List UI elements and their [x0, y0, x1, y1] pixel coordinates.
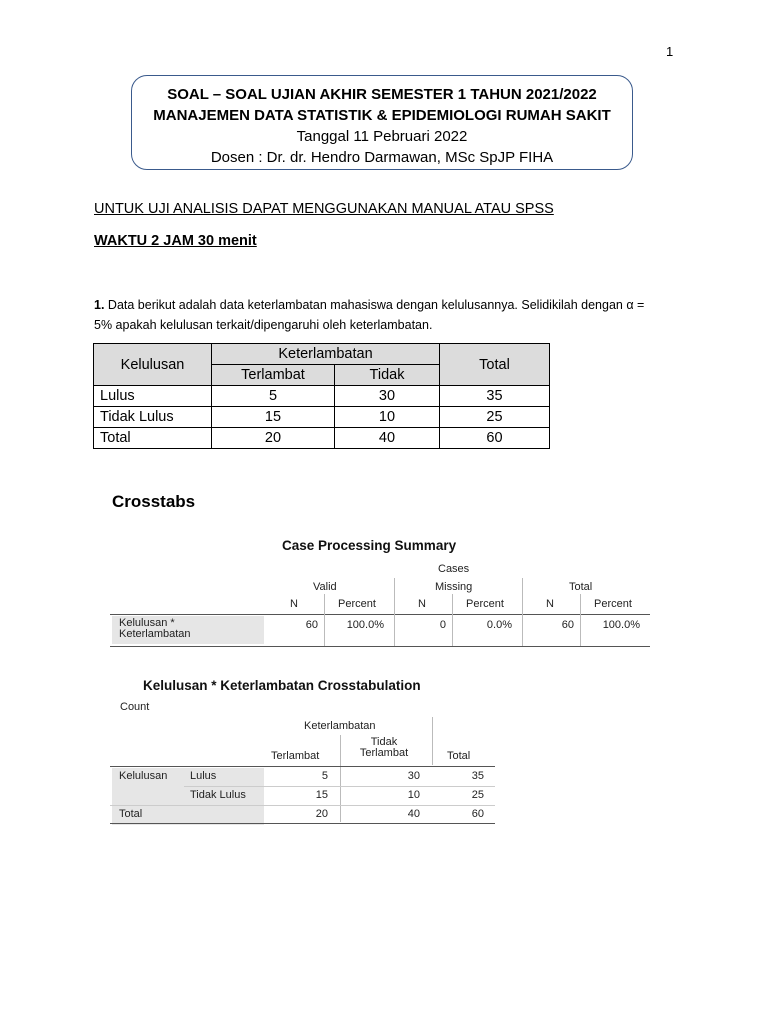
row-label: Total — [119, 808, 143, 820]
question-text: Data berikut adalah data keterlambatan mahasiswa dengan kelulusannya. Selidikilah dengan α = 5% apakah kelulusan terkait/dipengaruhi oleh keterlambatan. — [94, 298, 645, 332]
crosstabs-heading: Crosstabs — [112, 492, 196, 511]
missing-header: Missing — [435, 581, 473, 593]
divider — [452, 594, 453, 646]
cell: 60 — [305, 619, 318, 631]
total-header: Total — [440, 344, 550, 386]
cell: 60 — [440, 428, 550, 449]
table-row — [94, 386, 550, 407]
data-table — [93, 343, 550, 449]
time-limit: WAKTU 2 JAM 30 menit — [94, 233, 257, 249]
total-header: Total — [569, 581, 593, 593]
divider — [110, 805, 495, 806]
cases-header: Cases — [438, 563, 470, 575]
col-label-line: Tidak — [370, 736, 398, 748]
cell: 15 — [315, 789, 328, 801]
divider — [110, 646, 650, 647]
divider — [110, 766, 495, 767]
cell: 30 — [335, 386, 440, 407]
col-tidak-terlambat — [354, 737, 414, 759]
group-header: Keterlambatan — [304, 720, 376, 732]
count-label: Count — [120, 701, 150, 713]
row-label — [119, 618, 191, 640]
row-label-line: Keterlambatan — [119, 628, 191, 640]
valid-header: Valid — [313, 581, 337, 593]
divider — [394, 578, 395, 646]
row-label: Total — [94, 428, 212, 449]
cell: 30 — [407, 770, 420, 782]
cell: 5 — [321, 770, 328, 782]
question-number: 1. — [94, 298, 105, 312]
cell: 60 — [471, 808, 484, 820]
n-header: N — [418, 598, 426, 610]
total-header: Total — [447, 750, 471, 762]
divider — [340, 735, 341, 822]
exam-title: SOAL – SOAL UJIAN AKHIR SEMESTER 1 TAHUN 2021/2022 — [167, 86, 597, 103]
n-header: N — [546, 598, 554, 610]
col-label-line: Terlambat — [359, 747, 409, 759]
cell: 15 — [212, 407, 335, 428]
cell: 20 — [315, 808, 328, 820]
cell: 20 — [212, 428, 335, 449]
cell: 35 — [471, 770, 484, 782]
col-terlambat: Terlambat — [271, 750, 320, 762]
divider — [580, 594, 581, 646]
divider — [324, 594, 325, 646]
group-header: Keterlambatan — [212, 344, 440, 365]
n-header: N — [290, 598, 298, 610]
row-label-line: Kelulusan * — [119, 617, 175, 629]
instruction: UNTUK UJI ANALISIS DAPAT MENGGUNAKAN MANUAL ATAU SPSS — [94, 201, 554, 217]
percent-header: Percent — [594, 598, 632, 610]
table-row — [94, 428, 550, 449]
page-number: 1 — [666, 44, 674, 59]
cell: 100.0% — [346, 619, 384, 631]
cell: 40 — [407, 808, 420, 820]
cell: 40 — [335, 428, 440, 449]
divider — [522, 578, 523, 646]
row-label: Lulus — [94, 386, 212, 407]
cell: 25 — [471, 789, 484, 801]
table-row — [94, 407, 550, 428]
divider — [184, 786, 495, 787]
exam-title-box — [131, 75, 633, 170]
divider — [432, 717, 433, 765]
question-1 — [94, 295, 654, 335]
row-label: Tidak Lulus — [94, 407, 212, 428]
cell: 60 — [561, 619, 574, 631]
lecturer: Dosen : Dr. dr. Hendro Darmawan, MSc SpJP FIHA — [210, 149, 554, 166]
divider — [110, 614, 650, 615]
percent-header: Percent — [466, 598, 504, 610]
cell: 10 — [335, 407, 440, 428]
row-label: Tidak Lulus — [190, 789, 246, 801]
col-tidak: Tidak — [335, 365, 440, 386]
cell: 5 — [212, 386, 335, 407]
cell: 35 — [440, 386, 550, 407]
case-processing-title: Case Processing Summary — [282, 538, 457, 553]
col-terlambat: Terlambat — [212, 365, 335, 386]
row-label: Lulus — [190, 770, 217, 782]
cell: 10 — [407, 789, 420, 801]
cell: 100.0% — [602, 619, 640, 631]
row-group-label: Kelulusan — [119, 770, 168, 782]
cell: 0 — [439, 619, 446, 631]
exam-date: Tanggal 11 Pebruari 2022 — [296, 128, 468, 145]
row-header: Kelulusan — [94, 344, 212, 386]
course-title: MANAJEMEN DATA STATISTIK & EPIDEMIOLOGI RUMAH SAKIT — [153, 107, 611, 124]
divider — [110, 823, 495, 824]
cell: 0.0% — [486, 619, 512, 631]
cell: 25 — [440, 407, 550, 428]
percent-header: Percent — [338, 598, 376, 610]
crosstab-title: Kelulusan * Keterlambatan Crosstabulation — [143, 678, 421, 693]
